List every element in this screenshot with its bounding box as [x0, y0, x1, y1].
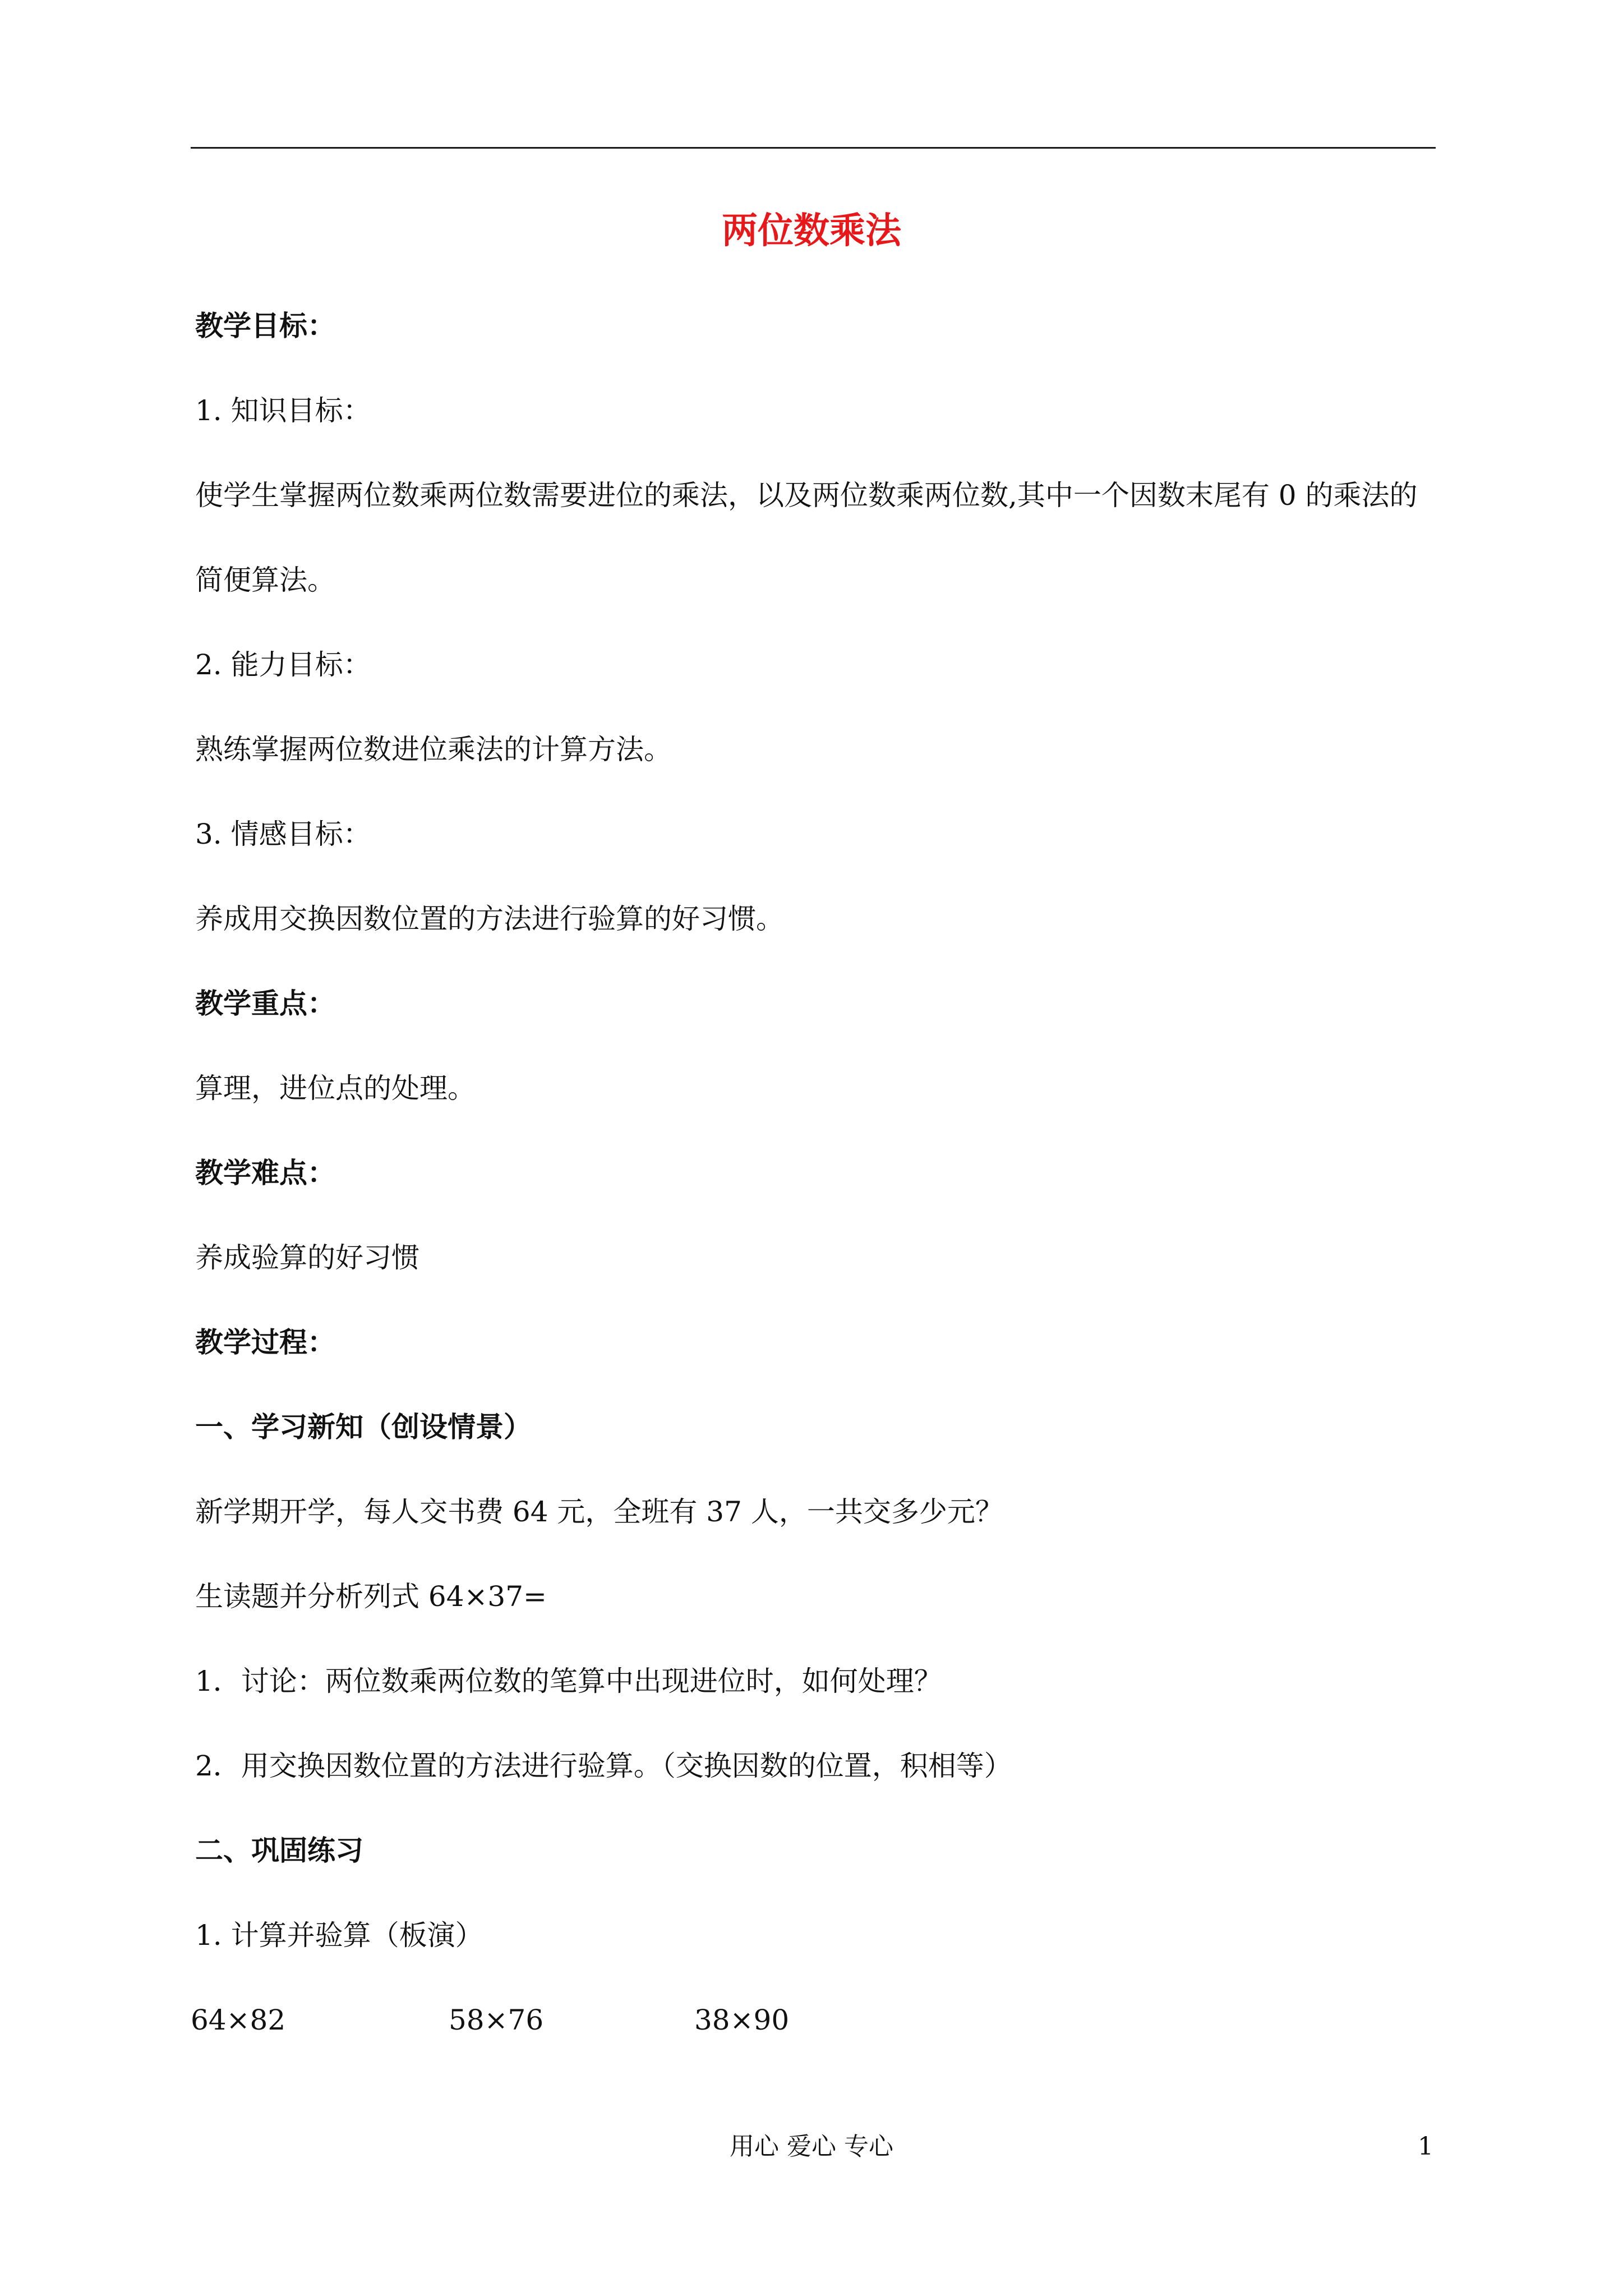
section-heading-process: 教学过程：	[195, 1326, 335, 1359]
subsection-heading-new-knowledge: 一、学习新知（创设情景）	[195, 1410, 532, 1443]
key-points-text: 算理，进位点的处理。	[195, 1072, 476, 1105]
objective-2-heading: 2. 能力目标：	[195, 648, 371, 681]
problem-2: 58×76	[449, 2004, 544, 2036]
document-title: 两位数乘法	[722, 210, 901, 252]
discussion-item-2: 2．用交换因数位置的方法进行验算。（交换因数的位置，积相等）	[195, 1750, 1012, 1782]
problem-3: 38×90	[694, 2004, 790, 2036]
header-rule	[191, 147, 1436, 149]
objective-1-text-cont: 简便算法。	[195, 564, 335, 596]
practice-item-1: 1. 计算并验算（板演）	[195, 1919, 483, 1952]
discussion-item-1: 1．讨论：两位数乘两位数的笔算中出现进位时，如何处理？	[195, 1665, 942, 1697]
equation-text: 生读题并分析列式 64×37=	[195, 1580, 547, 1613]
objective-1-text: 使学生掌握两位数乘两位数需要进位的乘法，以及两位数乘两位数,其中一个因数末尾有 0 的乘法的	[195, 479, 1418, 512]
difficulties-text: 养成验算的好习惯	[195, 1241, 419, 1274]
subsection-heading-practice: 二、巩固练习	[195, 1834, 363, 1867]
word-problem-text: 新学期开学，每人交书费 64 元，全班有 37 人，一共交多少元？	[195, 1496, 1003, 1528]
page-number: 1	[1418, 2132, 1433, 2161]
objective-2-text: 熟练掌握两位数进位乘法的计算方法。	[195, 733, 672, 766]
problem-1: 64×82	[191, 2004, 286, 2036]
objective-3-heading: 3. 情感目标：	[195, 818, 371, 850]
section-heading-difficulties: 教学难点：	[195, 1156, 335, 1189]
section-heading-objectives: 教学目标：	[195, 309, 335, 342]
footer-motto: 用心 爱心 专心	[730, 2132, 893, 2161]
section-heading-key-points: 教学重点：	[195, 987, 335, 1020]
objective-1-heading: 1. 知识目标：	[195, 394, 371, 427]
objective-3-text: 养成用交换因数位置的方法进行验算的好习惯。	[195, 903, 784, 935]
